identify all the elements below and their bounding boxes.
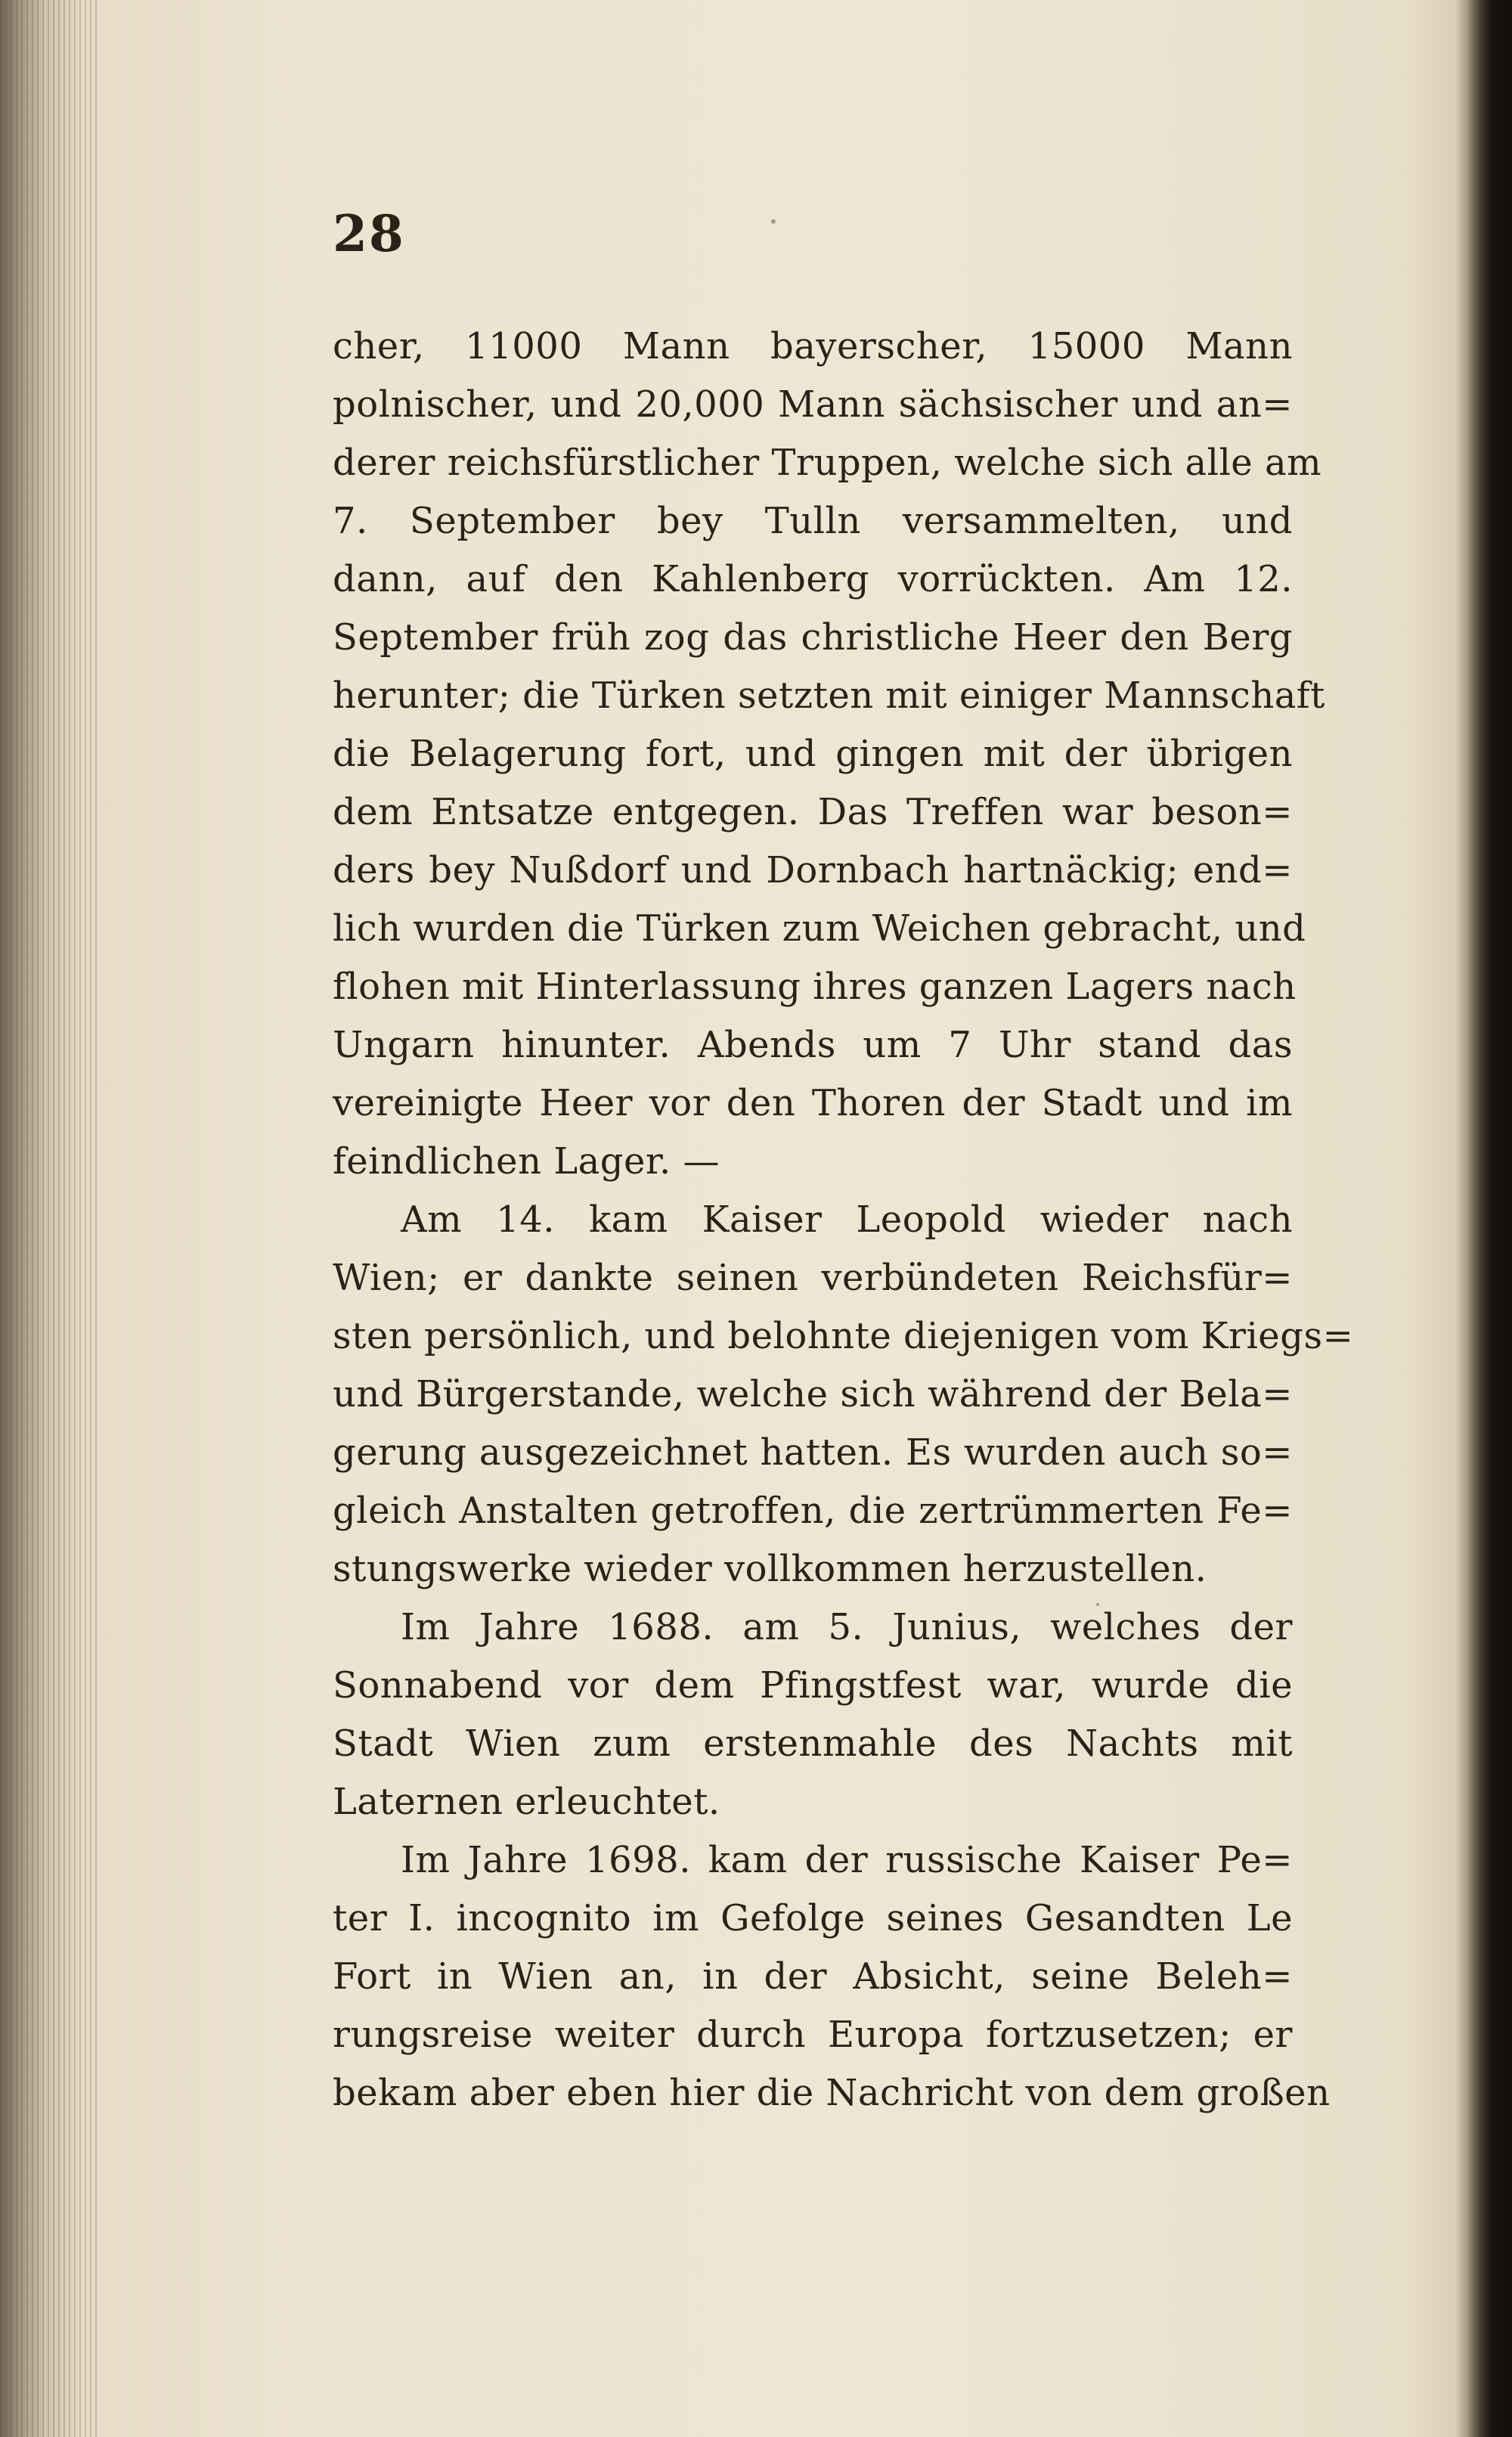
- text-line: und Bürgerstande, welche sich während der Bela=: [333, 1373, 1293, 1415]
- text-line: Fort in Wien an, in der Absicht, seine Beleh=: [333, 1955, 1293, 1998]
- text-line: stungswerke wieder vollkommen herzustellen.: [333, 1548, 1207, 1590]
- text-line: 7. September bey Tulln versammelten, und: [333, 500, 1293, 542]
- text-line: Am 14. kam Kaiser Leopold wieder nach: [401, 1198, 1293, 1241]
- text-line: die Belagerung fort, und gingen mit der übrigen: [333, 733, 1293, 775]
- text-line: cher, 11000 Mann bayerscher, 15000 Mann: [333, 325, 1293, 367]
- paragraph: [333, 1598, 1293, 1831]
- text-line: bekam aber eben hier die Nachricht von dem großen: [333, 2072, 1331, 2114]
- text-line: gleich Anstalten getroffen, die zertrümmerten Fe=: [333, 1490, 1293, 1532]
- page-stack-edge: [0, 0, 98, 2437]
- paper-speck: [771, 219, 776, 224]
- text-line: dann, auf den Kahlenberg vorrückten. Am 12.: [333, 558, 1293, 600]
- text-line: polnischer, und 20,000 Mann sächsischer und an=: [333, 383, 1293, 426]
- text-line: Laternen erleuchtet.: [333, 1781, 720, 1823]
- page-number: 28: [333, 204, 405, 263]
- text-line: Sonnabend vor dem Pfingstfest war, wurde die: [333, 1664, 1293, 1707]
- paragraph: [333, 1191, 1354, 1598]
- paragraph: [333, 318, 1325, 1191]
- text-line: September früh zog das christliche Heer den Berg: [333, 616, 1293, 659]
- text-line: dem Entsatze entgegen. Das Treffen war beson=: [333, 791, 1293, 833]
- text-line: Im Jahre 1688. am 5. Junius, welches der: [401, 1606, 1293, 1648]
- text-line: Stadt Wien zum erstenmahle des Nachts mit: [333, 1722, 1293, 1765]
- body-text: [333, 318, 1354, 2122]
- text-line: sten persönlich, und belohnte diejenigen vom Kriegs=: [333, 1315, 1354, 1357]
- text-line: ders bey Nußdorf und Dornbach hartnäckig; end=: [333, 849, 1293, 891]
- text-line: ter I. incognito im Gefolge seines Gesandten Le: [333, 1897, 1293, 1939]
- text-line: flohen mit Hinterlassung ihres ganzen Lagers nach: [333, 966, 1297, 1008]
- text-line: lich wurden die Türken zum Weichen gebracht, und: [333, 907, 1306, 950]
- text-line: feindlichen Lager. —: [333, 1140, 720, 1183]
- text-line: rungsreise weiter durch Europa fortzusetzen; er: [333, 2014, 1293, 2056]
- text-line: herunter; die Türken setzten mit einiger Mannschaft: [333, 674, 1325, 717]
- text-line: vereinigte Heer vor den Thoren der Stadt und im: [333, 1082, 1293, 1124]
- text-line: Ungarn hinunter. Abends um 7 Uhr stand das: [333, 1024, 1293, 1066]
- text-line: Im Jahre 1698. kam der russische Kaiser Pe=: [401, 1839, 1293, 1881]
- text-line: gerung ausgezeichnet hatten. Es wurden auch so=: [333, 1431, 1293, 1474]
- text-line: derer reichsfürstlicher Truppen, welche sich alle am: [333, 442, 1322, 484]
- text-line: Wien; er dankte seinen verbündeten Reichsfür=: [333, 1257, 1293, 1299]
- paragraph: [333, 1831, 1331, 2122]
- binding-shadow: [1467, 0, 1512, 2437]
